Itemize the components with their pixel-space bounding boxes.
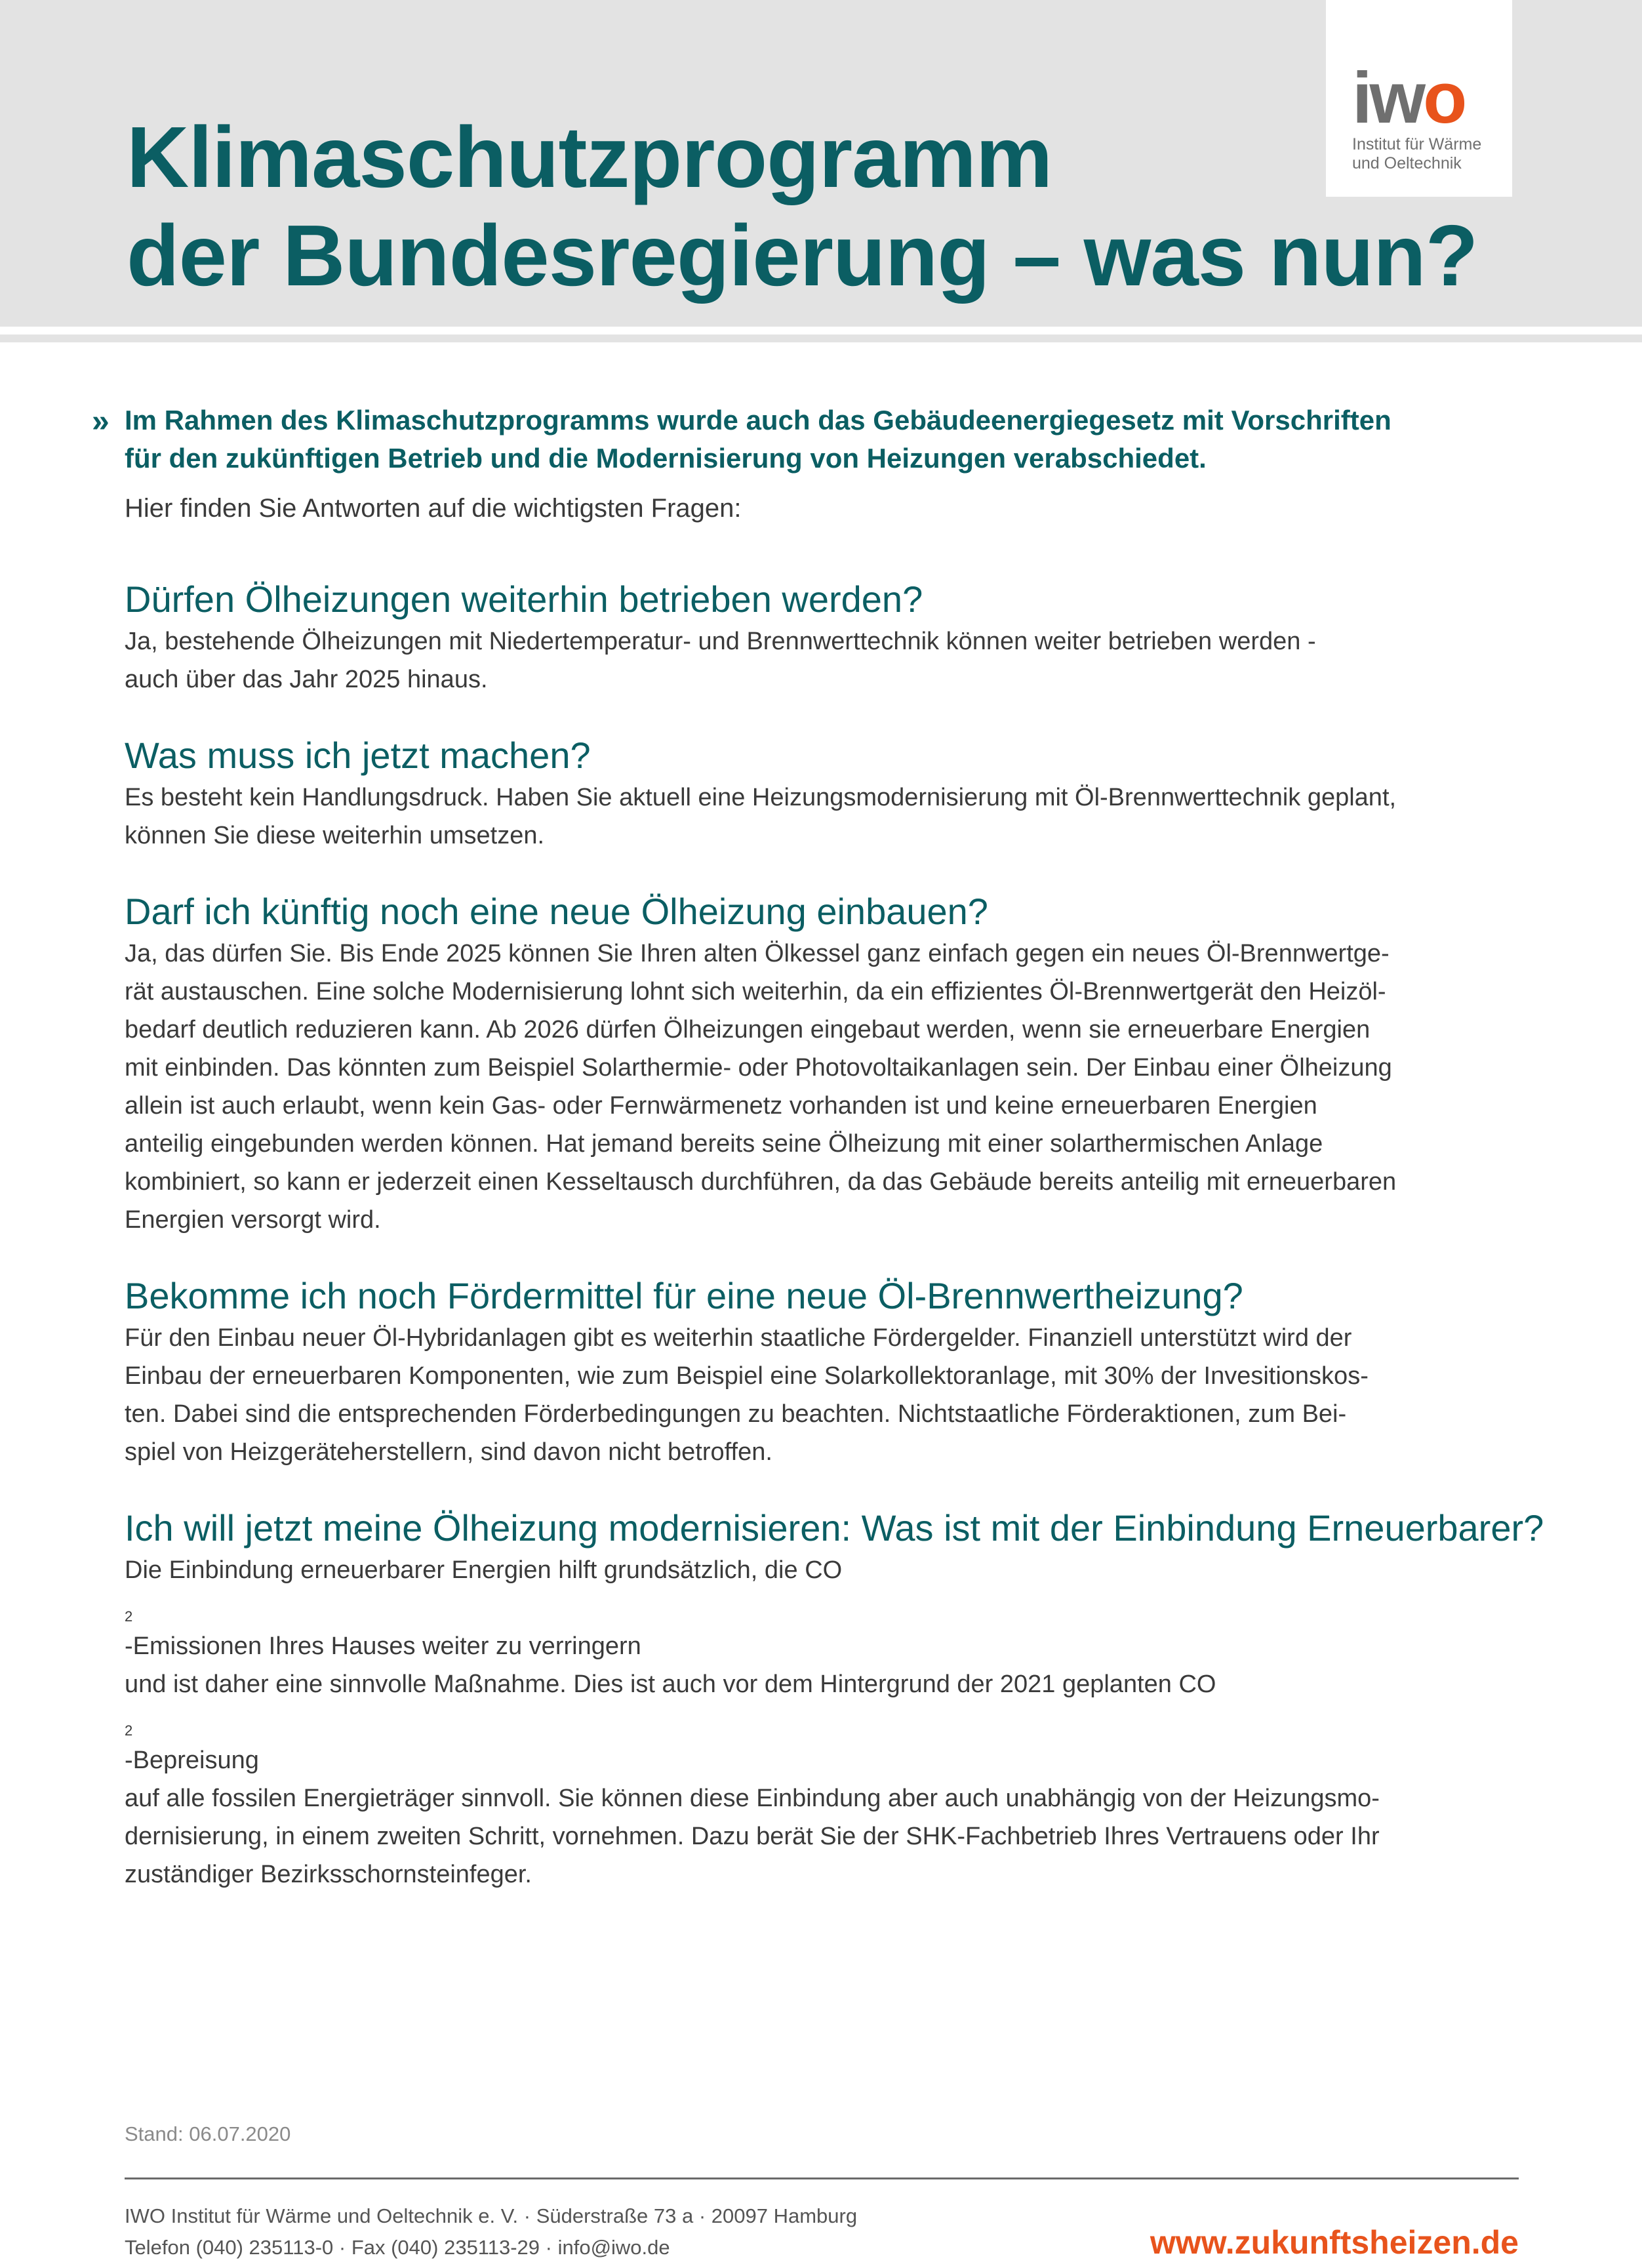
double-chevron-right-icon: »	[92, 404, 110, 439]
main-content	[92, 401, 1544, 1893]
answer-line: mit einbinden. Das könnten zum Beispiel Solarthermie- oder Photovoltaikanlagen sein. Der Einbau einer Ölheizung	[125, 1054, 1392, 1082]
answer-line: Ja, das dürfen Sie. Bis Ende 2025 können Sie Ihren alten Ölkessel ganz einfach gegen ein neues Öl-Brennwertge-	[125, 940, 1390, 967]
logo-subtitle-line: Institut für Wärme	[1352, 135, 1482, 153]
answer-line: allein ist auch erlaubt, wenn kein Gas- oder Fernwärmenetz vorhanden ist und keine erneuerbaren Energien	[125, 1092, 1317, 1120]
page-title	[127, 108, 1477, 305]
answer-line-part: -Emissionen Ihres Hauses weiter zu verringern	[125, 1632, 641, 1660]
footer-address-line: IWO Institut für Wärme und Oeltechnik e. V. · Süderstraße 73 a · 20097 Hamburg	[125, 2204, 858, 2227]
header-divider	[0, 334, 1642, 342]
answer-line: zuständiger Bezirksschornsteinfeger.	[125, 1861, 532, 1888]
faq-answer	[125, 622, 1521, 699]
faq-section	[125, 1505, 1544, 1893]
logo-wordmark-gray: iw	[1352, 58, 1424, 138]
faq-question: Ich will jetzt meine Ölheizung modernisieren: Was ist mit der Einbindung Erneuerbarer?	[125, 1507, 1544, 1549]
faq-answer	[125, 779, 1521, 855]
footer-address-line: Telefon (040) 235113-0 · Fax (040) 235113-29 · info@iwo.de	[125, 2236, 670, 2259]
answer-line: Einbau der erneuerbaren Komponenten, wie zum Beispiel eine Solarkollektoranlage, mit 30% der Invesitionskos-	[125, 1362, 1369, 1390]
answer-line: auf alle fossilen Energieträger sinnvoll. Sie können diese Einbindung aber auch unabhängig von der Heizungsmo-	[125, 1785, 1380, 1812]
faq-section	[125, 733, 1521, 855]
faq-answer	[125, 1551, 1521, 1893]
stand-date: Stand: 06.07.2020	[125, 2122, 291, 2145]
page-title-line: Klimaschutzprogramm	[127, 109, 1052, 205]
answer-line: kombiniert, so kann er jederzeit einen Kesseltausch durchführen, da das Gebäude bereits anteilig mit erneuerbaren	[125, 1168, 1397, 1196]
faq-section	[125, 577, 1521, 699]
logo-wordmark	[1352, 58, 1465, 138]
faq-question: Was muss ich jetzt machen?	[125, 735, 591, 776]
faq-answer	[125, 935, 1521, 1239]
intro-line: für den zukünftigen Betrieb und die Modernisierung von Heizungen verabschiedet.	[125, 443, 1207, 474]
faq-question: Dürfen Ölheizungen weiterhin betrieben werden?	[125, 578, 923, 620]
footer-divider	[125, 2177, 1519, 2179]
answer-line: dernisierung, in einem zweiten Schritt, vornehmen. Dazu berät Sie der SHK-Fachbetrieb Ihres Vertrauens oder Ihr	[125, 1823, 1380, 1850]
lead-text: Hier finden Sie Antworten auf die wichtigsten Fragen:	[125, 494, 742, 523]
answer-line: ten. Dabei sind die entsprechenden Förderbedingungen zu beachten. Nichtstaatliche Förderaktionen, zum Bei-	[125, 1400, 1347, 1428]
answer-line: spiel von Heizgeräteherstellern, sind davon nicht betroffen.	[125, 1438, 772, 1466]
answer-line: auch über das Jahr 2025 hinaus.	[125, 666, 488, 693]
answer-line-part: Die Einbindung erneuerbarer Energien hilft grundsätzlich, die CO	[125, 1556, 843, 1584]
answer-line: bedarf deutlich reduzieren kann. Ab 2026 dürfen Ölheizungen eingebaut werden, wenn sie erneuerbare Energien	[125, 1016, 1371, 1043]
answer-line: anteilig eingebunden werden können. Hat jemand bereits seine Ölheizung mit einer solarthermischen Anlage	[125, 1130, 1323, 1158]
logo-subtitle-line: und Oeltechnik	[1352, 154, 1462, 172]
logo-subtitle	[1352, 135, 1510, 173]
co2-subscript: 2	[125, 1608, 133, 1625]
faq-question: Bekomme ich noch Fördermittel für eine neue Öl-Brennwertheizung?	[125, 1275, 1243, 1316]
co2-subscript: 2	[125, 1722, 133, 1739]
intro-block	[92, 401, 1521, 527]
footer-url: www.zukunftsheizen.de	[1150, 2224, 1519, 2261]
answer-line: Es besteht kein Handlungsdruck. Haben Sie aktuell eine Heizungsmodernisierung mit Öl-Brennwerttechnik geplant,	[125, 784, 1397, 811]
iwo-logo	[1326, 0, 1512, 197]
answer-line: rät austauschen. Eine solche Modernisierung lohnt sich weiterhin, da ein effizientes Öl-Brennwertgerät den Heizöl-	[125, 978, 1386, 1005]
page-title-line: der Bundesregierung – was nun?	[127, 207, 1478, 304]
footer-address	[125, 2200, 857, 2263]
answer-line: Energien versorgt wird.	[125, 1206, 381, 1234]
answer-line: können Sie diese weiterhin umsetzen.	[125, 822, 545, 849]
faq-question: Darf ich künftig noch eine neue Ölheizung einbauen?	[125, 891, 988, 932]
intro-text	[125, 401, 1521, 477]
answer-line	[125, 1551, 1521, 1665]
answer-line: Ja, bestehende Ölheizungen mit Niedertemperatur- und Brennwerttechnik können weiter betrieben werden -	[125, 628, 1316, 655]
answer-line: Für den Einbau neuer Öl-Hybridanlagen gibt es weiterhin staatliche Fördergelder. Finanziell unterstützt wird der	[125, 1324, 1352, 1352]
faq-section	[125, 1273, 1521, 1471]
faq-answer	[125, 1319, 1521, 1471]
answer-line-part: und ist daher eine sinnvolle Maßnahme. Dies ist auch vor dem Hintergrund der 2021 geplanten CO	[125, 1671, 1216, 1698]
faq-section	[125, 889, 1521, 1239]
answer-line	[125, 1665, 1521, 1779]
logo-wordmark-orange: o	[1423, 58, 1465, 138]
intro-line: Im Rahmen des Klimaschutzprogramms wurde auch das Gebäudeenergiegesetz mit Vorschriften	[125, 405, 1392, 435]
answer-line-part: -Bepreisung	[125, 1747, 259, 1774]
